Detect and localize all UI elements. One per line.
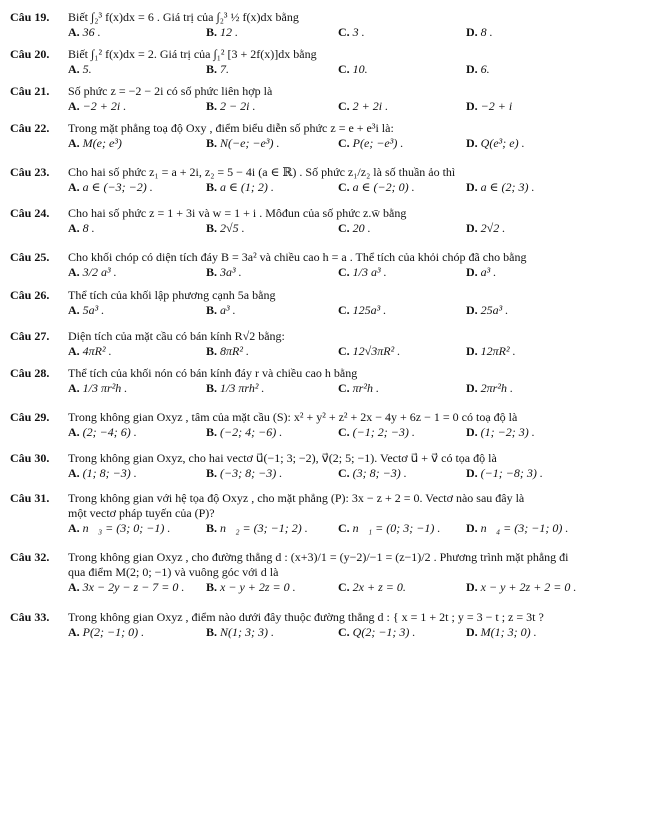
answer-option[interactable] <box>68 221 95 236</box>
option-letter: A. <box>68 344 80 358</box>
answer-option[interactable] <box>466 625 537 640</box>
option-text: a³ . <box>220 303 236 317</box>
option-letter: B. <box>206 180 218 194</box>
question-number: Câu 25. <box>10 250 50 264</box>
answer-option[interactable] <box>338 265 387 280</box>
option-text: (−2; 4; −6) . <box>220 425 283 439</box>
option-letter: D. <box>466 25 478 39</box>
option-letter: D. <box>466 221 478 235</box>
answer-option[interactable] <box>338 180 415 195</box>
option-text: 5. <box>82 62 92 76</box>
option-letter: B. <box>206 344 218 358</box>
option-letter: A. <box>68 180 80 194</box>
option-text: 25a³ . <box>480 303 509 317</box>
answer-option[interactable] <box>466 425 535 440</box>
answer-option[interactable] <box>68 625 144 640</box>
option-letter: D. <box>466 580 478 594</box>
answer-option[interactable] <box>206 580 296 595</box>
answer-option[interactable] <box>206 221 245 236</box>
option-text: N(1; 3; 3) . <box>220 625 275 639</box>
question-text: Trong không gian Oxyz , cho đường thẳng d : (x+3)/1 = (y−2)/−1 = (z−1)/2 . Phương trình mặt phẳng đi <box>68 550 569 564</box>
question-text: Biết ∫₁² f(x)dx = 2. Giá trị của ∫₁² [3 + 2f(x)]dx bằng <box>68 47 317 61</box>
answer-option[interactable] <box>338 521 440 536</box>
answer-option[interactable] <box>466 381 513 396</box>
option-text: a ∈ (−3; −2) . <box>82 180 153 194</box>
option-letter: B. <box>206 303 218 317</box>
option-text: (1; −2; 3) . <box>480 425 535 439</box>
option-letter: C. <box>338 265 350 279</box>
option-text: 3/2 a³ . <box>82 265 117 279</box>
option-letter: A. <box>68 265 80 279</box>
question-stem <box>10 491 642 506</box>
option-letter: A. <box>68 221 80 235</box>
answer-option[interactable] <box>68 99 126 114</box>
option-letter: C. <box>338 303 350 317</box>
option-letter: C. <box>338 344 350 358</box>
option-letter: B. <box>206 99 218 113</box>
question-number: Câu 24. <box>10 206 50 220</box>
option-letter: D. <box>466 344 478 358</box>
question-block <box>10 250 642 282</box>
option-text: n⃗₂ = (3; −1; 2) . <box>220 521 308 535</box>
option-letter: C. <box>338 221 350 235</box>
answer-options <box>68 136 642 153</box>
question-block <box>10 84 642 116</box>
question-block <box>10 329 642 361</box>
option-text: P(2; −1; 0) . <box>82 625 145 639</box>
option-text: n⃗₄ = (3; −1; 0) . <box>480 521 569 535</box>
question-text: Cho hai số phức z = 1 + 3i và w = 1 + i . Môđun của số phức z.w̄ bằng <box>68 206 407 220</box>
option-text: M(1; 3; 0) . <box>480 625 537 639</box>
answer-option[interactable] <box>206 180 274 195</box>
option-text: 1/3 a³ . <box>352 265 387 279</box>
option-letter: D. <box>466 62 478 76</box>
answer-option[interactable] <box>206 425 282 440</box>
question-number: Câu 23. <box>10 165 50 179</box>
option-text: (3; 8; −3) . <box>352 466 407 480</box>
question-block <box>10 47 642 79</box>
question-stem <box>10 165 642 180</box>
option-letter: B. <box>206 425 218 439</box>
question-stem <box>10 410 642 425</box>
question-text: Trong không gian Oxyz, cho hai vectơ u⃗(−1; 3; −2), v⃗(2; 5; −1). Vectơ u⃗ + v⃗ có tọa độ là <box>68 451 497 465</box>
answer-option[interactable] <box>466 180 535 195</box>
answer-options <box>68 625 642 642</box>
answer-option[interactable] <box>68 265 117 280</box>
answer-option[interactable] <box>68 425 137 440</box>
option-text: M(e; e³) <box>82 136 122 150</box>
question-number: Câu 22. <box>10 121 50 135</box>
answer-option[interactable] <box>466 466 543 481</box>
option-text: n⃗₃ = (3; 0; −1) . <box>82 521 171 535</box>
option-text: 36 . <box>82 25 101 39</box>
answer-options <box>68 580 642 597</box>
option-letter: B. <box>206 625 218 639</box>
option-text: P(e; −e³) . <box>352 136 404 150</box>
option-letter: A. <box>68 25 80 39</box>
option-letter: D. <box>466 381 478 395</box>
option-letter: B. <box>206 136 218 150</box>
option-text: (−3; 8; −3) . <box>220 466 283 480</box>
question-stem <box>10 451 642 466</box>
question-block <box>10 366 642 398</box>
option-text: a ∈ (−2; 0) . <box>352 180 415 194</box>
option-letter: B. <box>206 62 218 76</box>
option-text: 12 . <box>220 25 239 39</box>
option-letter: C. <box>338 521 350 535</box>
question-block <box>10 206 642 238</box>
question-number: Câu 30. <box>10 451 50 465</box>
answer-option[interactable] <box>338 625 415 640</box>
question-stem <box>10 121 642 136</box>
question-block <box>10 451 642 483</box>
option-text: 125a³ . <box>352 303 387 317</box>
answer-options <box>68 221 642 238</box>
answer-options <box>68 265 642 282</box>
answer-option[interactable] <box>206 303 236 318</box>
question-number: Câu 19. <box>10 10 50 24</box>
answer-option[interactable] <box>338 381 379 396</box>
answer-option[interactable] <box>206 99 255 114</box>
answer-option[interactable] <box>466 265 496 280</box>
answer-option[interactable] <box>68 466 137 481</box>
option-letter: D. <box>466 521 478 535</box>
answer-option[interactable] <box>338 62 368 77</box>
answer-option[interactable] <box>68 303 104 318</box>
option-text: 12πR² . <box>480 344 516 358</box>
option-text: Q(e³; e) . <box>480 136 525 150</box>
option-letter: A. <box>68 62 80 76</box>
question-text: Cho hai số phức z₁ = a + 2i, z₂ = 5 − 4i (a ∈ ℝ) . Số phức z₁/z₂ là số thuần ảo thì <box>68 165 456 179</box>
option-text: 1/3 πrh² . <box>220 381 265 395</box>
option-letter: A. <box>68 303 80 317</box>
option-text: a³ . <box>480 265 497 279</box>
question-text-continued: một vectơ pháp tuyến của (P)? <box>68 506 215 520</box>
option-letter: D. <box>466 303 478 317</box>
option-letter: C. <box>338 425 350 439</box>
option-text: 2 + 2i . <box>352 99 389 113</box>
question-text: Trong không gian Oxyz , điểm nào dưới đây thuộc đường thẳng d : { x = 1 + 2t ; y = 3 − t ; z = 3t ? <box>68 610 544 624</box>
option-text: 3x − 2y − z − 7 = 0 . <box>82 580 185 594</box>
question-number: Câu 32. <box>10 550 50 564</box>
question-text: Biết ∫₂³ f(x)dx = 6 . Giá trị của ∫₂³ ½ f(x)dx bằng <box>68 10 299 24</box>
question-block <box>10 610 642 642</box>
option-letter: C. <box>338 136 350 150</box>
option-text: 3a³ . <box>220 265 242 279</box>
option-text: 4πR² . <box>82 344 112 358</box>
question-text: Cho khối chóp có diện tích đáy B = 3a² và chiều cao h = a . Thể tích của khỏi chóp đã cho bằng <box>68 250 527 264</box>
answer-option[interactable] <box>338 136 403 151</box>
question-number: Câu 20. <box>10 47 50 61</box>
option-letter: A. <box>68 580 80 594</box>
question-block <box>10 10 642 42</box>
answer-option[interactable] <box>466 221 505 236</box>
question-number: Câu 28. <box>10 366 50 380</box>
option-letter: B. <box>206 221 218 235</box>
option-text: (−1; 2; −3) . <box>352 425 415 439</box>
option-letter: B. <box>206 580 218 594</box>
option-letter: A. <box>68 521 80 535</box>
option-text: 8 . <box>480 25 493 39</box>
option-text: 10. <box>352 62 368 76</box>
option-letter: A. <box>68 625 80 639</box>
answer-option[interactable] <box>68 62 92 77</box>
option-text: −2 + 2i . <box>82 99 127 113</box>
question-block <box>10 288 642 320</box>
option-letter: D. <box>466 466 478 480</box>
question-stem <box>10 84 642 99</box>
question-number: Câu 29. <box>10 410 50 424</box>
option-letter: A. <box>68 99 80 113</box>
option-text: 8 . <box>82 221 95 235</box>
answer-option[interactable] <box>338 425 415 440</box>
option-text: x − y + 2z + 2 = 0 . <box>480 580 577 594</box>
question-number: Câu 33. <box>10 610 50 624</box>
question-block <box>10 550 642 597</box>
answer-option[interactable] <box>68 521 170 536</box>
question-number: Câu 27. <box>10 329 50 343</box>
option-letter: C. <box>338 466 350 480</box>
option-text: 3 . <box>352 25 365 39</box>
question-number: Câu 26. <box>10 288 50 302</box>
option-letter: C. <box>338 625 350 639</box>
answer-option[interactable] <box>466 580 576 595</box>
option-letter: B. <box>206 466 218 480</box>
option-text: 2πr²h . <box>480 381 513 395</box>
answer-option[interactable] <box>466 99 512 114</box>
option-text: (1; 8; −3) . <box>82 466 137 480</box>
option-text: 12√3πR² . <box>352 344 401 358</box>
option-letter: D. <box>466 99 478 113</box>
option-text: 2x + z = 0. <box>352 580 406 594</box>
option-letter: D. <box>466 425 478 439</box>
question-text: Diện tích của mặt cầu có bán kính R√2 bằng: <box>68 329 285 343</box>
answer-option[interactable] <box>466 136 525 151</box>
option-text: x − y + 2z = 0 . <box>220 580 296 594</box>
answer-option[interactable] <box>206 344 249 359</box>
option-letter: A. <box>68 136 80 150</box>
answer-option[interactable] <box>206 62 229 77</box>
option-text: 1/3 πr²h . <box>82 381 128 395</box>
answer-option[interactable] <box>338 344 400 359</box>
question-stem <box>10 47 642 62</box>
option-text: −2 + i <box>480 99 513 113</box>
answer-option[interactable] <box>68 580 184 595</box>
option-text: 8πR² . <box>220 344 249 358</box>
answer-options <box>68 425 642 442</box>
question-stem <box>10 250 642 265</box>
option-text: n⃗₁ = (0; 3; −1) . <box>352 521 441 535</box>
answer-option[interactable] <box>206 466 282 481</box>
question-number: Câu 21. <box>10 84 50 98</box>
option-letter: B. <box>206 521 218 535</box>
answer-option[interactable] <box>338 466 407 481</box>
question-text: Thể tích của khối nón có bán kính đáy r và chiều cao h bằng <box>68 366 358 380</box>
option-letter: A. <box>68 425 80 439</box>
answer-option[interactable] <box>338 580 406 595</box>
answer-option[interactable] <box>206 521 308 536</box>
question-stem <box>10 366 642 381</box>
answer-option[interactable] <box>466 521 568 536</box>
question-block <box>10 165 642 197</box>
question-text: Trong không gian Oxyz , tâm của mặt cầu (S): x² + y² + z² + 2x − 4y + 6z − 1 = 0 có toạ độ là <box>68 410 518 424</box>
answer-option[interactable] <box>338 221 371 236</box>
option-letter: C. <box>338 62 350 76</box>
option-text: 2√5 . <box>220 221 245 235</box>
option-text: 2 − 2i . <box>220 99 256 113</box>
option-letter: C. <box>338 99 350 113</box>
question-stem <box>10 206 642 221</box>
answer-option[interactable] <box>338 303 386 318</box>
question-text-continued: qua điểm M(2; 0; −1) và vuông góc với d là <box>68 565 279 579</box>
question-text: Trong mặt phẳng toạ độ Oxy , điểm biểu diễn số phức z = e + e³i là: <box>68 121 394 135</box>
answer-option[interactable] <box>68 180 153 195</box>
answer-option[interactable] <box>68 381 127 396</box>
option-text: 6. <box>480 62 490 76</box>
answer-options <box>68 99 642 116</box>
option-letter: A. <box>68 466 80 480</box>
answer-option[interactable] <box>206 625 274 640</box>
option-letter: D. <box>466 180 478 194</box>
option-letter: C. <box>338 25 350 39</box>
option-letter: B. <box>206 381 218 395</box>
answer-options <box>68 25 642 42</box>
option-text: (−1; −8; 3) . <box>480 466 543 480</box>
question-stem <box>10 288 642 303</box>
question-text: Thể tích của khối lập phương cạnh 5a bằng <box>68 288 276 302</box>
answer-option[interactable] <box>338 25 365 40</box>
option-text: a ∈ (1; 2) . <box>220 180 274 194</box>
option-letter: D. <box>466 265 478 279</box>
option-text: 7. <box>220 62 230 76</box>
answer-option[interactable] <box>68 344 112 359</box>
question-block <box>10 410 642 442</box>
option-letter: D. <box>466 625 478 639</box>
option-letter: C. <box>338 180 350 194</box>
answer-options <box>68 344 642 361</box>
answer-option[interactable] <box>206 381 264 396</box>
option-letter: B. <box>206 25 218 39</box>
option-text: 2√2 . <box>480 221 506 235</box>
answer-options <box>68 180 642 197</box>
answer-options <box>68 62 642 79</box>
question-text: Số phức z = −2 − 2i có số phức liên hợp là <box>68 84 273 98</box>
question-block <box>10 121 642 153</box>
option-text: πr²h . <box>352 381 379 395</box>
answer-option[interactable] <box>466 25 493 40</box>
question-number: Câu 31. <box>10 491 50 505</box>
answer-option[interactable] <box>206 25 238 40</box>
answer-option[interactable] <box>68 25 101 40</box>
question-block <box>10 491 642 538</box>
question-text: Trong không gian với hệ tọa độ Oxyz , cho mặt phẳng (P): 3x − z + 2 = 0. Vectơ nào sau đây là <box>68 491 525 505</box>
question-stem <box>10 550 642 565</box>
answer-options <box>68 466 642 483</box>
option-text: 5a³ . <box>82 303 105 317</box>
option-letter: C. <box>338 580 350 594</box>
answer-options <box>68 381 642 398</box>
option-letter: D. <box>466 136 478 150</box>
option-letter: B. <box>206 265 218 279</box>
question-stem <box>10 329 642 344</box>
answer-option[interactable] <box>68 136 122 151</box>
answer-option[interactable] <box>466 62 490 77</box>
answer-option[interactable] <box>206 265 242 280</box>
option-text: Q(2; −1; 3) . <box>352 625 416 639</box>
option-letter: A. <box>68 381 80 395</box>
answer-option[interactable] <box>206 136 279 151</box>
question-stem <box>10 10 642 25</box>
answer-option[interactable] <box>338 99 388 114</box>
answer-options <box>68 303 642 320</box>
option-text: 20 . <box>352 221 371 235</box>
answer-option[interactable] <box>466 344 516 359</box>
answer-options <box>68 521 642 538</box>
option-text: (2; −4; 6) . <box>82 425 137 439</box>
question-stem <box>10 610 642 625</box>
answer-option[interactable] <box>466 303 508 318</box>
option-text: a ∈ (2; 3) . <box>480 180 535 194</box>
option-letter: C. <box>338 381 350 395</box>
option-text: N(−e; −e³) . <box>220 136 280 150</box>
